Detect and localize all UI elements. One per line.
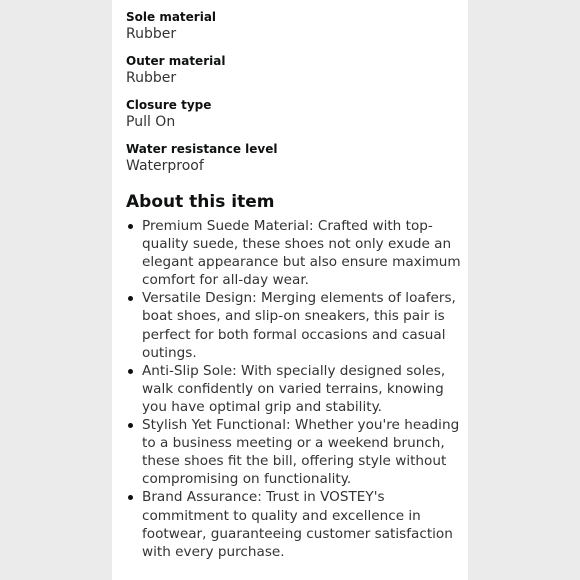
about-bullet-list xyxy=(126,217,462,561)
spec-sole-material xyxy=(126,9,462,44)
list-item: Premium Suede Material: Crafted with top-quality suede, these shoes not only exude an elegant appearance but also ensure maximum comfort for all-day wear. xyxy=(126,217,462,289)
list-item: Versatile Design: Merging elements of loafers, boat shoes, and slip-on sneakers, this pair is perfect for both formal occasions and casual outings. xyxy=(126,289,462,361)
spec-outer-material xyxy=(126,53,462,88)
product-details-content xyxy=(126,9,462,561)
spec-label: Closure type xyxy=(126,98,212,112)
about-section-title: About this item xyxy=(126,192,275,212)
spec-label: Water resistance level xyxy=(126,142,278,156)
spec-value: Rubber xyxy=(126,70,177,86)
product-details-panel xyxy=(112,0,468,580)
spec-closure-type xyxy=(126,97,462,132)
list-item: Anti-Slip Sole: With specially designed soles, walk confidently on varied terrains, knowing you have optimal grip and stability. xyxy=(126,362,462,416)
spec-label: Outer material xyxy=(126,54,226,68)
spec-water-resistance xyxy=(126,141,462,176)
spec-value: Pull On xyxy=(126,114,176,130)
list-item: Stylish Yet Functional: Whether you're heading to a business meeting or a weekend brunch, these shoes fit the bill, offering style without compromising on functionality. xyxy=(126,416,462,488)
spec-label: Sole material xyxy=(126,10,217,24)
spec-value: Waterproof xyxy=(126,158,204,174)
spec-value: Rubber xyxy=(126,26,177,42)
list-item: Brand Assurance: Trust in VOSTEY's commitment to quality and excellence in footwear, guaranteeing customer satisfaction with every purchase. xyxy=(126,488,462,560)
